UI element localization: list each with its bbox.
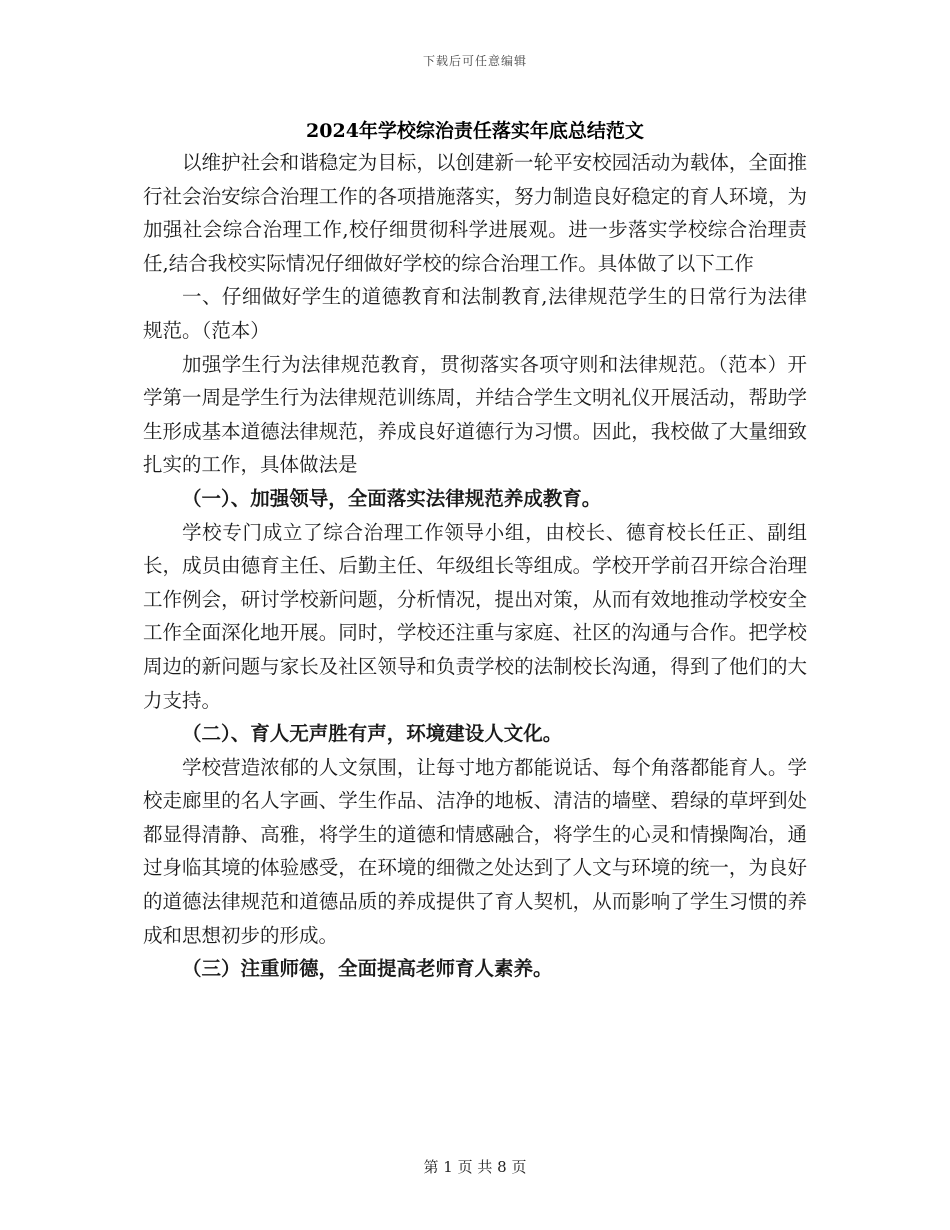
paragraph-leadership: 学校专门成立了综合治理工作领导小组，由校长、德育校长任正、副组长，成员由德育主任、后勤主任、年级组长等组成。学校开学前召开综合治理工作例会，研讨学校新问题，分析情况，提出对策，从而有效地推动学校安全工作全面深化地开展。同时，学校还注重与家庭、社区的沟通与合作。把学校周边的新问题与家长及社区领导和负责学校的法制校长沟通，得到了他们的大力支持。 (143, 520, 807, 712)
section-heading-environment: （二）、育人无声胜有声，环境建设人文化。 (182, 722, 563, 746)
document-body (143, 146, 807, 986)
paragraph-intro: 以维护社会和谐稳定为目标，以创建新一轮平安校园活动为载体，全面推行社会治安综合治理工作的各项措施落实，努力制造良好稳定的育人环境，为加强社会综合治理工作,校仔细贯彻科学进展观。进一步落实学校综合治理责任,结合我校实际情况仔细做好学校的综合治理工作。具体做了以下工作 (143, 151, 807, 275)
document-title: 2024年学校综治责任落实年底总结范文 (306, 120, 644, 142)
paragraph-environment: 学校营造浓郁的人文氛围，让每寸地方都能说话、每个角落都能育人。学校走廊里的名人字画、学生作品、洁净的地板、清洁的墙壁、碧绿的草坪到处都显得清静、高雅，将学生的道德和情感融合，将学生的心灵和情操陶冶，通过身临其境的体验感受，在环境的细微之处达到了人文与环境的统一，为良好的道德法律规范和道德品质的养成提供了育人契机，从而影响了学生习惯的养成和思想初步的形成。 (143, 755, 807, 947)
paragraph-section-one: 一、仔细做好学生的道德教育和法制教育,法律规范学生的日常行为法律规范。（范本） (143, 285, 807, 342)
section-heading-teacher-ethics: （三）注重师德，全面提高老师育人素养。 (182, 957, 553, 981)
page-number-indicator: 第 1 页 共 8 页 (423, 1158, 527, 1176)
paragraph-behavior-education: 加强学生行为法律规范教育，贯彻落实各项守则和法律规范。（范本）开学第一周是学生行为法律规范训练周，并结合学生文明礼仪开展活动，帮助学生形成基本道德法律规范，养成良好道德行为习惯。因此，我校做了大量细致扎实的工作，具体做法是 (143, 352, 807, 477)
section-heading-leadership: （一）、加强领导，全面落实法律规范养成教育。 (182, 486, 602, 510)
page-header-note: 下载后可任意编辑 (422, 54, 527, 68)
